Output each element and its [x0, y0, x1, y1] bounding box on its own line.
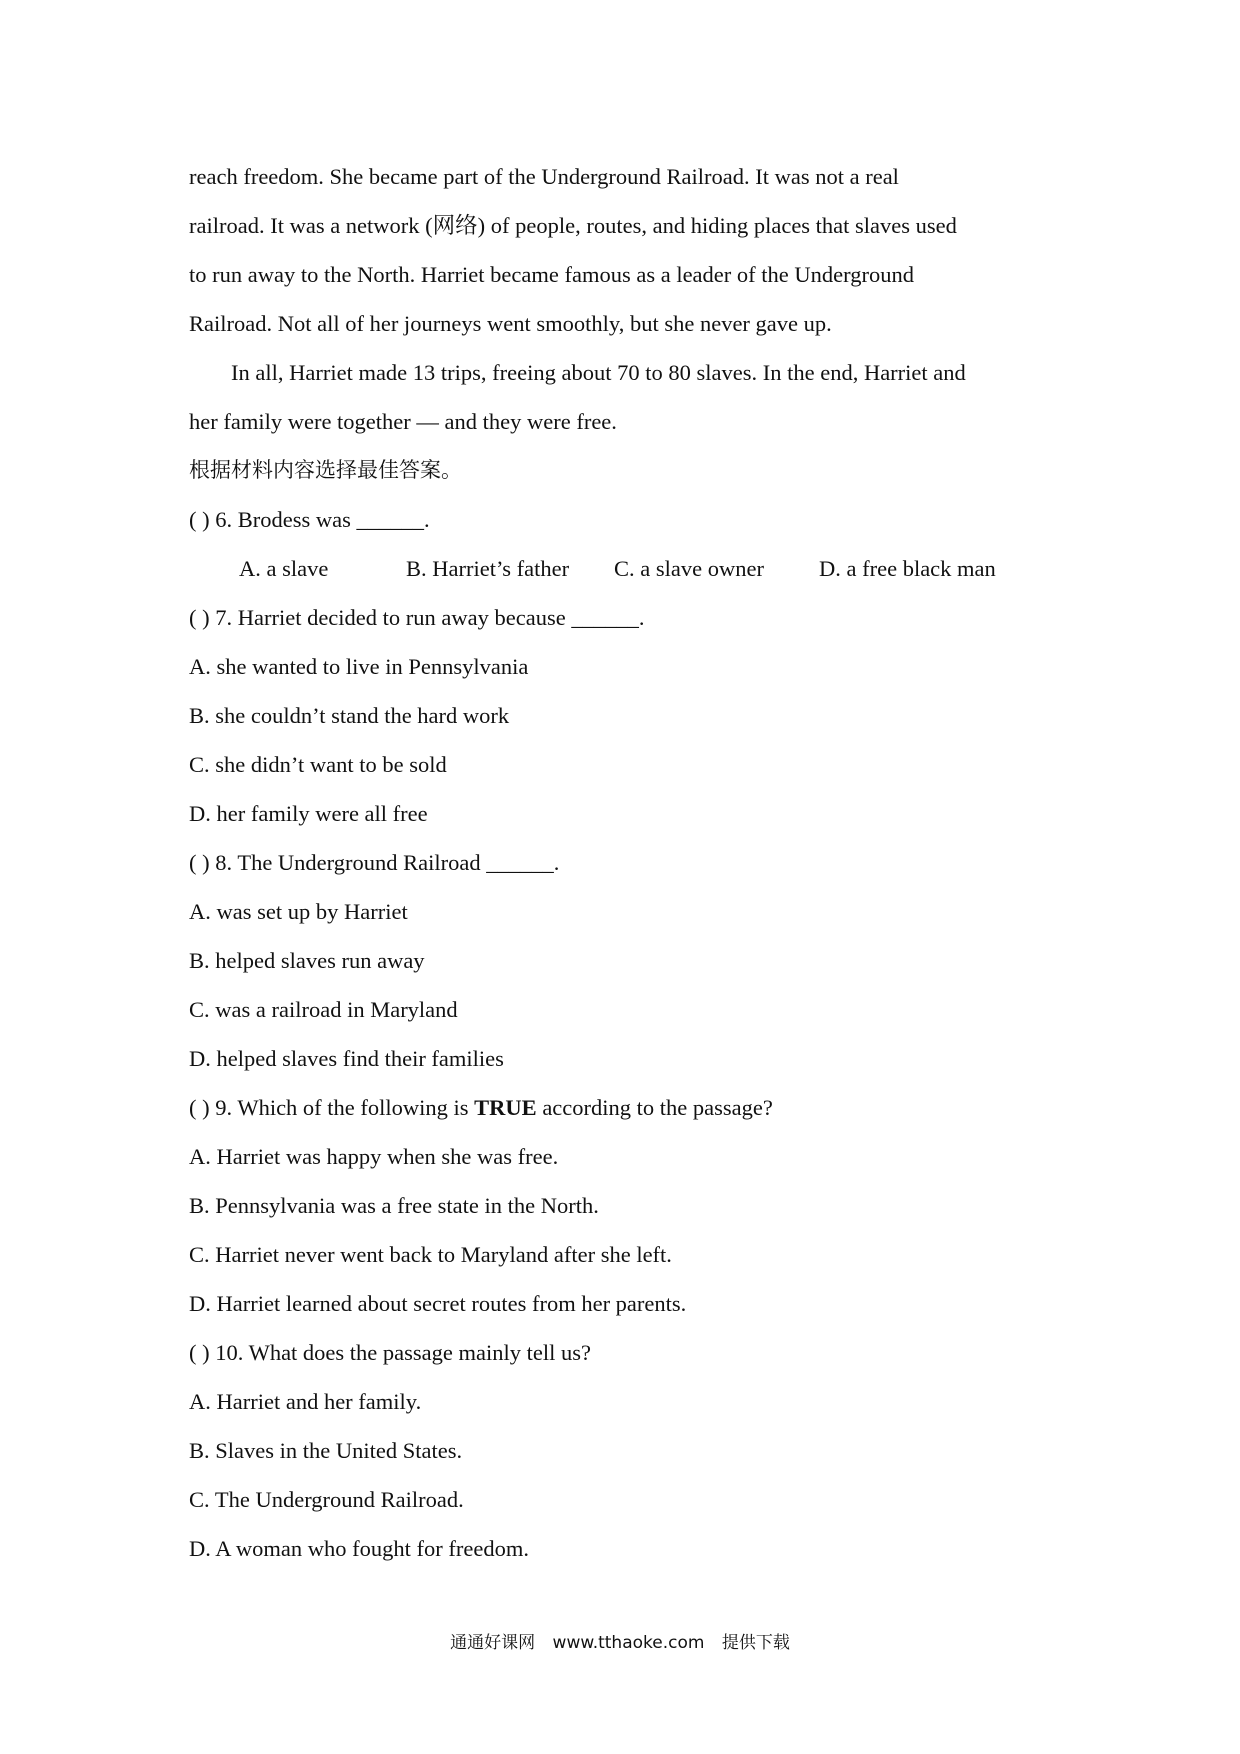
option-a: A. a slave — [239, 556, 329, 581]
question-7 — [189, 593, 1069, 838]
option-c: C. she didn’t want to be sold — [189, 752, 447, 777]
document-content — [189, 152, 1069, 1573]
question-stem: ( ) 10. What does the passage mainly tell us? — [189, 1340, 591, 1365]
passage-line: reach freedom. She became part of the Underground Railroad. It was not a real — [189, 164, 899, 189]
option-d: D. her family were all free — [189, 801, 428, 826]
question-8 — [189, 838, 1069, 1083]
option-d: D. A woman who fought for freedom. — [189, 1536, 529, 1561]
option-d: D. helped slaves find their families — [189, 1046, 504, 1071]
passage-line: to run away to the North. Harriet became famous as a leader of the Underground — [189, 262, 914, 287]
passage-line: In all, Harriet made 13 trips, freeing about 70 to 80 slaves. In the end, Harriet and — [231, 360, 966, 385]
question-options — [189, 544, 1069, 593]
question-stem: ( ) 7. Harriet decided to run away because ______. — [189, 605, 645, 630]
page-footer — [0, 1628, 1240, 1653]
option-b: B. she couldn’t stand the hard work — [189, 703, 510, 728]
option-c: C. The Underground Railroad. — [189, 1487, 464, 1512]
option-c: C. a slave owner — [614, 556, 764, 581]
footer-site-name: 通通好课网 — [450, 1633, 536, 1653]
stem-after: according to the passage? — [536, 1095, 773, 1120]
option-b: B. Harriet’s father — [406, 556, 570, 581]
passage-line: her family were together — and they were free. — [189, 409, 617, 434]
option-a: A. Harriet was happy when she was free. — [189, 1144, 559, 1169]
passage-paragraph-2 — [189, 348, 1069, 446]
option-d: D. a free black man — [819, 556, 996, 581]
question-stem: ( ) 6. Brodess was ______. — [189, 507, 430, 532]
question-stem — [189, 1083, 1069, 1132]
option-b: B. helped slaves run away — [189, 948, 425, 973]
option-a: A. she wanted to live in Pennsylvania — [189, 654, 529, 679]
footer-suffix: 提供下载 — [721, 1633, 790, 1653]
question-9 — [189, 1083, 1069, 1328]
question-stem: ( ) 8. The Underground Railroad ______. — [189, 850, 560, 875]
question-6 — [189, 495, 1069, 593]
option-b: B. Slaves in the United States. — [189, 1438, 463, 1463]
passage-paragraph-1 — [189, 152, 1069, 348]
passage-line: Railroad. Not all of her journeys went smoothly, but she never gave up. — [189, 311, 832, 336]
footer-url: www.tthaoke.com — [552, 1633, 705, 1653]
option-b: B. Pennsylvania was a free state in the North. — [189, 1193, 599, 1218]
option-a: A. was set up by Harriet — [189, 899, 408, 924]
option-c: C. was a railroad in Maryland — [189, 997, 458, 1022]
option-d: D. Harriet learned about secret routes from her parents. — [189, 1291, 687, 1316]
passage-line: railroad. It was a network (网络) of people, routes, and hiding places that slaves used — [189, 213, 957, 238]
question-10 — [189, 1328, 1069, 1573]
option-a: A. Harriet and her family. — [189, 1389, 422, 1414]
option-c: C. Harriet never went back to Maryland after she left. — [189, 1242, 672, 1267]
stem-emphasis: TRUE — [474, 1095, 537, 1120]
instruction-text: 根据材料内容选择最佳答案。 — [189, 458, 462, 482]
stem-before: ( ) 9. Which of the following is — [189, 1095, 475, 1120]
